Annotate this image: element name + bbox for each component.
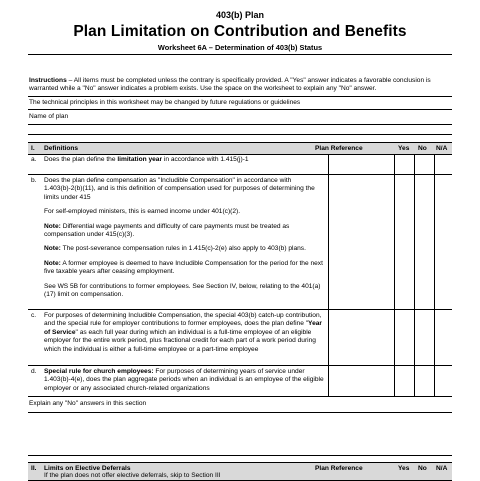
item-d-row	[28, 366, 452, 397]
item-a-text: Does the plan define the limitation year in accordance with 1.415(j)-1	[44, 156, 249, 163]
item-c-row	[28, 310, 452, 366]
item-b-row	[28, 175, 452, 310]
divider	[28, 54, 452, 55]
item-b-letter: b.	[31, 177, 37, 184]
divider	[28, 96, 452, 97]
section1-number: I.	[31, 144, 35, 152]
plan-name-field[interactable]	[28, 124, 452, 135]
item-b-text: Does the plan define compensation as "Includible Compensation" in accordance with 1.403(b)-2(b)(11), and is this definition of compensation used for purposes of determining the limits under 415 For self-employed ministers, this is earned income under 401(c)(2). Note: Differential wage payments and difficulty of care payments must be treated as compensation under 415(c)(3). Note: The post-severance compensation rules in 1.415(c)-2(e) also apply to 403(b) plans. Note: A former employee is deemed to have Includible Compensation for the period for the next five taxable years after ceasing employment. See WS 5B for contributions to former employees. See Section IV, below, relating to the 401(a)(17) limit on compensation.	[44, 177, 323, 299]
item-a-row	[28, 154, 452, 175]
worksheet-title: Worksheet 6A – Determination of 403(b) Status	[157, 43, 323, 52]
col-yes: Yes	[398, 464, 410, 472]
col-yes: Yes	[398, 144, 410, 152]
col-no: No	[418, 144, 427, 152]
item-a-letter: a.	[31, 156, 37, 163]
item-d-text: Special rule for church employees: For purposes of determining years of service under 1.403(b)-4(e), does the plan aggregate periods when an individual is an employee of the eligible employer or any associated church-related organizations	[44, 368, 324, 392]
col-plan-reference: Plan Reference	[315, 464, 363, 472]
col-na: N/A	[436, 144, 448, 152]
col-plan-reference: Plan Reference	[315, 144, 363, 152]
plan-name-label: Name of plan	[29, 113, 69, 120]
col-no: No	[418, 464, 427, 472]
divider	[28, 109, 452, 110]
form-subtitle: 403(b) Plan	[215, 10, 264, 20]
technical-note: The technical principles in this worksheet may be changed by future regulations or guidelines	[29, 99, 301, 106]
section2-note: If the plan does not offer elective deferrals, skip to Section III	[44, 472, 221, 479]
item-d-letter: d.	[31, 368, 37, 375]
instructions-text: Instructions – All items must be completed unless the contrary is specifically provided. A "Yes" answer indicates a favorable conclusion is warranted while a "No" answer indicates a problem exists. Use the space on the worksheet to explain any "No" answer.	[29, 77, 431, 93]
col-na: N/A	[436, 464, 448, 472]
section1-title: Definitions	[44, 144, 79, 152]
item-c-letter: c.	[31, 312, 37, 319]
item-c-text: For purposes of determining Includible Compensation, the special 403(b) catch-up contribution, and the special rule for employer contributions to former employees, does the plan define "Year of Service" as each full year during which an individual is a full-time employee of an eligible employer for the entire work period, plus fractional credit for each part of a work period during which the individual is either a full-time employee or a part-time employee	[44, 312, 322, 353]
explanation-box[interactable]	[28, 412, 452, 456]
section2-header	[28, 462, 452, 481]
section2-number: II.	[31, 464, 37, 472]
section2-title: Limits on Elective Deferrals	[44, 464, 131, 472]
explain-no-answers: Explain any "No" answers in this section	[29, 400, 147, 407]
form-title: Plan Limitation on Contribution and Benefits	[73, 23, 407, 40]
